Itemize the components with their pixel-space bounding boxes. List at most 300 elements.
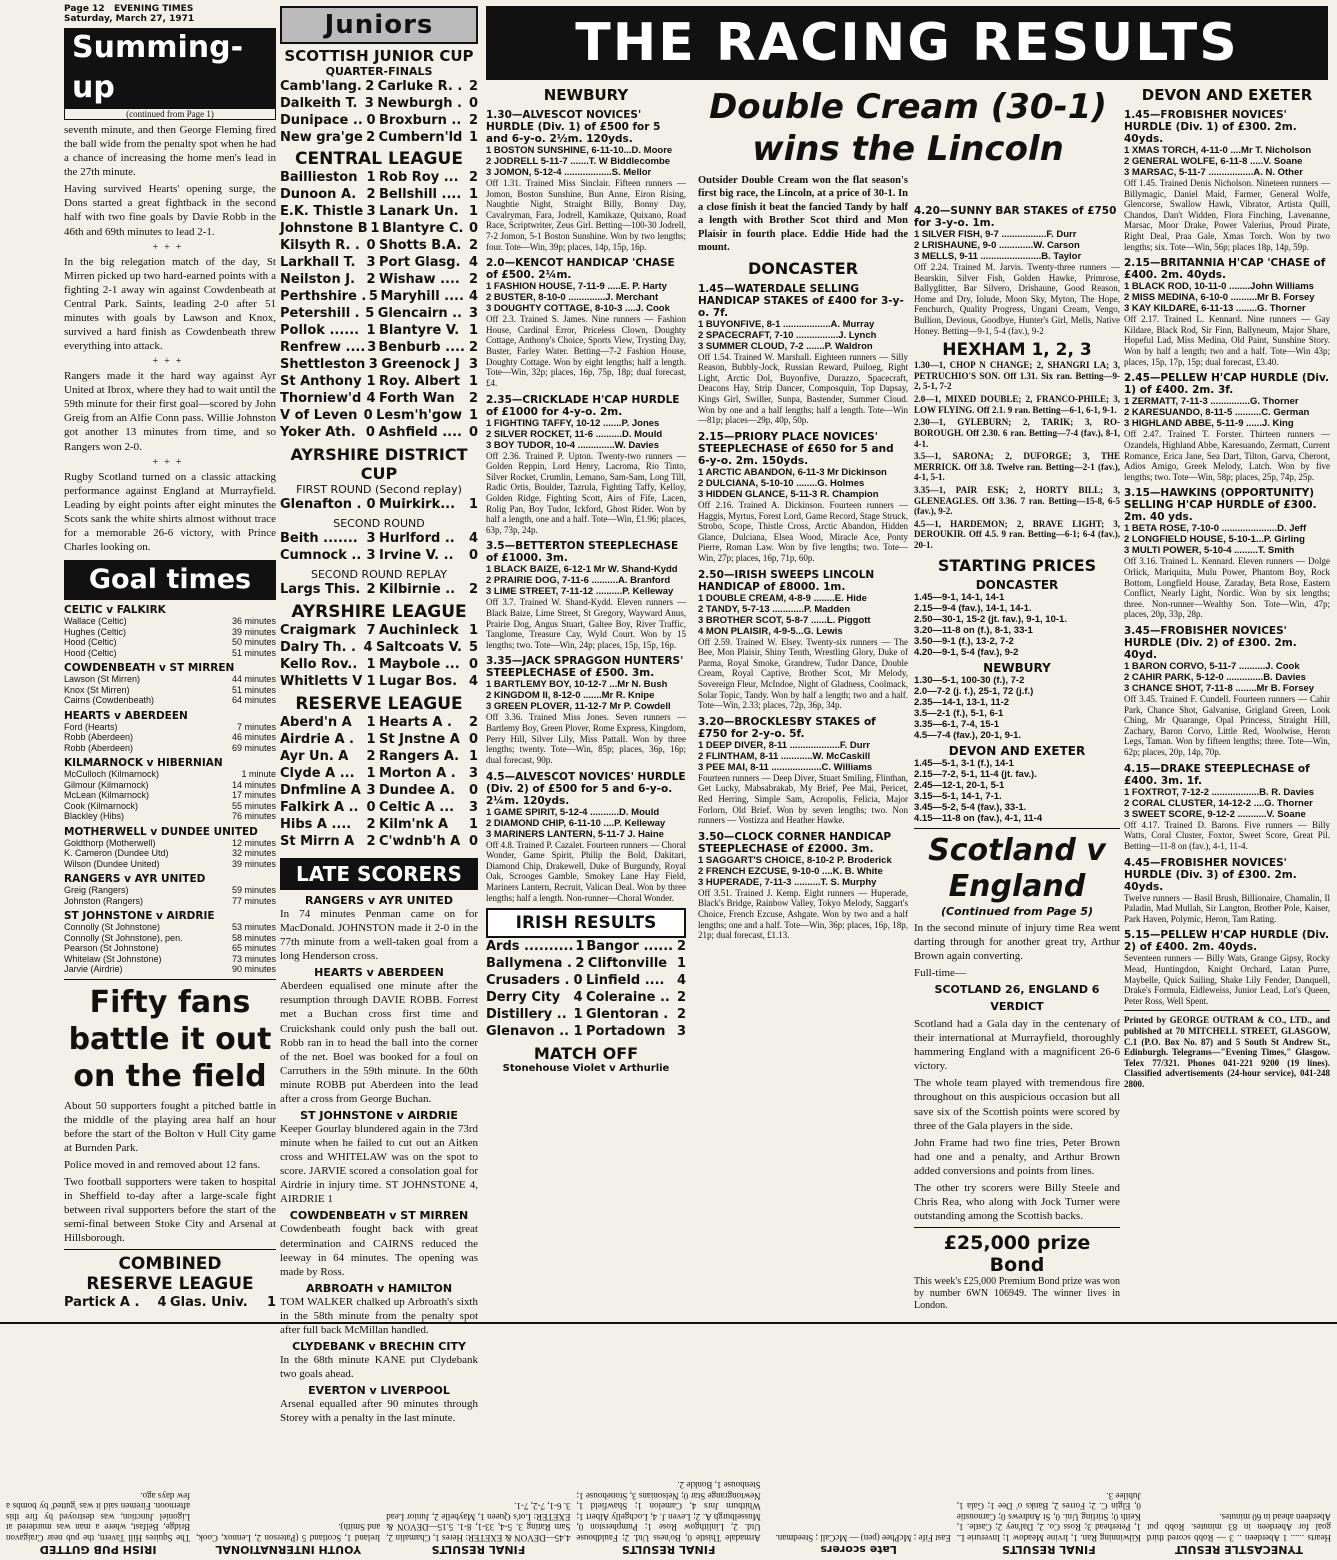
summing-para: Rugby Scotland turned on a classic attacking performance against England at Murrayfield. Leading by eight points after eight minutes the Scots sank the white shirts almost without trace for a memorable 26-6 victory, with Prince Charles looking on. — [64, 470, 276, 554]
race-placing: 3 HIGHLAND ABBE, 5-11-9 ......J. King — [1124, 418, 1294, 430]
score-row — [280, 254, 478, 271]
scorer: McLean (Kilmarnock) — [64, 790, 150, 801]
race-placing: 2 DULCIANA, 5-10-10 ........G. Holmes — [698, 477, 865, 489]
race-placing: 1 ZERMATT, 7-11-3 ...............G. Thorner — [1124, 396, 1299, 408]
goal-row — [64, 838, 276, 849]
score: 3 — [364, 96, 374, 111]
goal-row — [64, 674, 276, 685]
divider — [64, 979, 276, 980]
team: Whitletts V — [280, 674, 363, 689]
team: Maryhill .... — [380, 289, 464, 304]
score: 1 — [370, 221, 380, 236]
score: 4 — [468, 289, 478, 304]
team: Forth Wan — [379, 391, 455, 406]
score-row — [280, 373, 478, 390]
race-heading: 4.15—DRAKE STEEPLECHASE of £400. 3m. 1f. — [1124, 762, 1310, 787]
score: 2 — [468, 113, 478, 128]
team: St Mirrn A — [280, 834, 355, 849]
late-match-heading: ST JOHNSTONE v AIRDRIE — [300, 1109, 458, 1123]
separator: +++ — [152, 241, 188, 253]
goal-row — [64, 732, 276, 743]
issue-date: Saturday, March 27, 1971 — [64, 14, 195, 24]
team: Lugar Bos. — [379, 674, 458, 689]
paper-name: EVENING TIMES — [114, 4, 194, 14]
juniors-heading: Juniors — [280, 6, 478, 44]
combined-reserve-heading: COMBINED RESERVE LEAGUE — [86, 1254, 254, 1295]
score-row — [280, 639, 478, 656]
minute: 36 minutes — [231, 616, 276, 627]
score-row — [280, 78, 478, 95]
team: Ballymena . — [486, 956, 572, 972]
score-row — [280, 305, 478, 322]
scorer: McCulloch (Kilmarnock) — [64, 769, 160, 780]
team: Newburgh . — [377, 96, 462, 111]
minute: 65 minutes — [231, 943, 276, 954]
race-heading: 3.35—JACK SPRAGGON HUNTERS' STEEPLECHASE of £500. 3m. — [486, 655, 684, 680]
reserve-league-heading: RESERVE LEAGUE — [295, 694, 463, 714]
team: Clyde A ... — [280, 766, 355, 781]
team: Craigmark — [280, 623, 356, 638]
race-placing: 3 GREEN PLOVER, 11-12-7 Mr P. Cowdell — [486, 701, 671, 713]
team: Petershill . — [280, 306, 360, 321]
team: St Anthony — [280, 374, 362, 389]
sp-row: 2.35—14-1, 13-1, 11-2 — [914, 696, 1010, 708]
race-list — [486, 109, 686, 903]
summing-para: Rangers made it the hard way against Ayr United at Ibrox, where they had to wait until the 59th minute for their first goal—scored by John Greig from an Alfie Conn pass. Willie Johnston got another 13 minutes from time, and so Rangers won 2-0. — [64, 370, 276, 453]
score-row — [280, 322, 478, 339]
summing-continued: (continued from Page 1) — [64, 108, 276, 120]
stop-press-heading: TYNECASTLE RESULT — [1174, 1543, 1303, 1556]
score: 0 — [468, 783, 478, 798]
scorer: Jarvie (Airdrie) — [64, 964, 123, 975]
racing-banner: THE RACING RESULTS — [486, 6, 1328, 80]
team: Broxburn .. — [379, 113, 462, 128]
scorer: Connolly (St Johnstone) — [64, 922, 161, 933]
imprint: Printed by GEORGE OUTRAM & CO., LTD., and published at 70 MITCHELL STREET, GLASGOW, C.1 (P.O. Box No. 87) and 5 South St Andrew St., Edinburgh. Telegrams—"Evening Times," Glasgow. Telex 77/321. Phones 041-221 9200 (19 lines). Classified advertisements (24-hour service), 041-248 2800. — [1124, 1015, 1330, 1090]
goal-row — [64, 780, 276, 791]
team: Dalry Th. . — [280, 640, 356, 655]
starting-prices-list — [914, 578, 1120, 824]
score: 2 — [468, 272, 478, 287]
team: New gra'ge — [280, 130, 363, 145]
team: Auchinleck — [379, 623, 459, 638]
race-placing: 1 FOXTROT, 7-12-2 ..................B. R. Davies — [1124, 786, 1315, 798]
score: 2 — [676, 990, 686, 1006]
hexham-result: 3.35—1, PAIR ESK; 2, HORTY BILL; 3, GLENEAGLES. Off 3.36. 7 ran. Betting—15-8, 6-5 (fav.), 9-2. — [914, 484, 1120, 517]
race-heading: 1.45—FROBISHER NOVICES' HURDLE (Div. 1) of £300. 2m. 40yds. — [1124, 109, 1297, 145]
sp-meeting-heading: NEWBURY — [983, 660, 1051, 675]
team: Morton A . — [379, 766, 456, 781]
stop-press-heading: FINAL RESULTS — [1001, 1543, 1096, 1556]
score: 0 — [366, 113, 376, 128]
team: Distillery .. — [486, 1007, 567, 1023]
scorer: Goldthorp (Motherwell) — [64, 837, 156, 848]
score-row — [280, 816, 478, 833]
fifty-fans-para: About 50 supporters fought a pitched battle in the middle of the playing area half an hour before the start of the Bolton v Hull City game at Burnden Park. — [64, 1099, 276, 1154]
stop-press-item — [196, 1328, 380, 1556]
fifty-fans-para: Police moved in and removed about 12 fans. — [64, 1158, 261, 1171]
sp-row: 3.45—5-2, 5-4 (fav.), 33-1. — [914, 801, 1027, 813]
score: 1 — [366, 732, 376, 747]
minute: 17 minutes — [231, 790, 276, 801]
race-placing: 1 BLACK ROD, 10-11-0 ........John Williams — [1124, 281, 1314, 293]
race-placing: 1 BOSTON SUNSHINE, 6-11-10...D. Moore — [486, 145, 673, 156]
separator: +++ — [152, 356, 188, 368]
score: 0 — [468, 732, 478, 747]
score-row — [486, 989, 686, 1006]
race-details: Off 4.17. Trained D. Barons. Five runners — Billy Watts, Coral Cluster, Foxtor, Sweet Score, Great Pil. Betting—11-8 on (fav.), 4-1, 11-4. — [1124, 819, 1330, 851]
team: Linfield .... — [586, 973, 665, 989]
minute: 51 minutes — [231, 647, 276, 658]
score-row: Partick A . 4 Glas. Univ. 1 — [64, 1295, 276, 1311]
score: 0 — [468, 834, 478, 849]
ayrshire-league-heading: AYRSHIRE LEAGUE — [291, 602, 467, 622]
race-details: Off 2.59. Trained W. Elsey. Twenty-six runners — The Bee, Mon Plaisir, Shiny Tenth, Wrestling Glory, Duke of Parma, Royal Smoke, Grandrew, Tudor Dance, Double Cream, Royal Captive, Brother Scot, Mr Melody, Sovereign Fleur, McIndoe, Night of Gladness, Coolmack, Solar Topic, Tandy. Won by half a length; two and a half. Tote—Win, 2.33; places, 72p, 36p, 34p. — [698, 636, 908, 711]
hexham-result: 3.5—1, SARONA; 2, DUFORGE; 3, THE MERRICK. Off 3.8. Twelve ran. Betting—2-1 (fav.), 4-1, 5-1. — [914, 451, 1120, 483]
score: 1 — [468, 623, 478, 638]
score: 1 — [366, 170, 376, 185]
sp-row: 4.15—11-8 on (fav.), 4-1, 11-4 — [914, 812, 1043, 824]
team: Cumbern'ld — [378, 130, 463, 145]
hexham-result: 2.30—1, GYLEBURN; 2, TARIK; 3, RO-BOROUGH. Off 2.30. 6 ran. Betting—7-4 (fav.), 8-1, 4-1. — [914, 417, 1120, 449]
score: 2 — [676, 939, 686, 955]
goal-row — [64, 943, 276, 954]
team: Pollok ...... — [280, 323, 360, 338]
score-row — [280, 390, 478, 407]
team: Glentoran . — [586, 1007, 669, 1023]
score: 4 — [468, 674, 478, 689]
goal-times-list — [64, 604, 276, 975]
race-placing: 1 DOUBLE CREAM, 4-8-9 ........E. Hide — [698, 592, 867, 604]
minute: 32 minutes — [231, 848, 276, 859]
minute: 55 minutes — [231, 800, 276, 811]
goal-match-heading: KILMARNOCK v HIBERNIAN — [64, 757, 223, 770]
scorer: Whitelaw (St Johnstone) — [64, 953, 162, 964]
ayrshire-cup-heading: AYRSHIRE DISTRICT CUP — [290, 445, 468, 483]
race-details: Off 2.47. Trained T. Forster. Thirteen runners — Ozandels, Highland Abbe, Karesuando, Zermatt, Current Romance, Erica Jane, Sea Dart, Tilton, Garva, Cheroot, Adios Amigo, Greek Melody, Latch. Won by five lengths; two. Tote—Win, 58p; places, 25p, 74p, 25p. — [1124, 429, 1330, 482]
score: 4 — [468, 255, 478, 270]
scorer: Robb (Aberdeen) — [64, 742, 134, 753]
score-list — [280, 496, 478, 513]
score: 0 — [366, 497, 376, 512]
late-scorer-text: Keeper Gourlay blundered again in the 73rd minute when he failed to cut out an Aitken cross and WHITELAW was on the spot to score. JARVIE scored a consolation goal for Airdrie in injury time. ST JOHNSTONE 4, AIRDRIE 1 — [280, 1123, 478, 1206]
race-placing: 3 CHANCE SHOT, 7-11-8 ........Mr B. Forsey — [1124, 683, 1315, 695]
score-row — [280, 203, 478, 220]
prize-bond-heading: £25,000 prize Bond — [943, 1232, 1091, 1277]
match-off-text: Stonehouse Violet v Arthurlie — [502, 1063, 670, 1075]
score: 2 — [366, 749, 376, 764]
race-placing: 1 DEEP DIVER, 8-11 ...................F. Durr — [698, 739, 870, 751]
goal-row — [64, 722, 276, 733]
score-row — [280, 765, 478, 782]
scorer: Cook (Kilmarnock) — [64, 800, 139, 811]
race-placing: 1 SAGGART'S CHOICE, 8-10-2 P. Broderick — [698, 854, 892, 866]
round-label: FIRST ROUND (Second replay) — [296, 483, 462, 496]
scorer: Wallace (Celtic) — [64, 616, 127, 627]
minute: 14 minutes — [231, 779, 276, 790]
race-placing: 1 BETA ROSE, 7-10-0 .....................D. Jeff — [1124, 523, 1307, 535]
score: 3 — [468, 800, 478, 815]
score-row — [280, 237, 478, 254]
summing-para: In the big relegation match of the day, St Mirren picked up two hard-earned points with a fighting 2-1 away win against Cowdenbeath at Central Park. Saints, leading 2-0 after 51 minutes with goals by Lawson and Knox, survived a hard finish as Cowdenbeath threw everything into attack. — [64, 255, 276, 353]
team: Port Glasg. — [379, 255, 461, 270]
team: Shettleston — [280, 357, 366, 372]
team: Muirkirk... — [379, 497, 456, 512]
sp-row: 4.20—9-1, 5-4 (fav.), 9-2 — [914, 646, 1019, 658]
race-placing: 2 KARESUANDO, 8-11-5 ..........C. German — [1124, 407, 1310, 419]
score-list — [280, 714, 478, 850]
score-row — [280, 220, 478, 237]
race-details: Fourteen runners — Deep Diver, Stuart Smiling, Flinthan, Get Lucky, Mabsabrakab, My Brief, Pee Mai, Pericet, Red Herring, Simple Sam, Acropolis, Felicia, Major Forlorn, Old Brief. Won by seven lengths; two. Non runners — Vostizza and Heather Hawke. — [698, 772, 908, 826]
team: Saltcoats V. — [375, 640, 462, 655]
goal-match-heading: COWDENBEATH v ST MIRREN — [64, 662, 235, 675]
hexham-result: 1.30—1, CHOP N CHANGE; 2, SHANGRI LA; 3, PETRUCHIO'S SON. Off 1.31. Six ran. Betting—9-2, 5-1, 7-2 — [914, 360, 1120, 392]
score-row — [280, 339, 478, 356]
score-row — [280, 799, 478, 816]
fifty-fans-heading: Fifty fans battle it out on the field — [68, 984, 272, 1094]
team: Roy. Albert — [379, 374, 460, 389]
race-details: Off 3.7. Trained W. Shand-Kydd. Eleven runners — Black Baize, Lime Street, St Gregory, Wayward Anus, Prairie Dog, Angus Stuart, Galtee Boy, River Traffic, Tanglome, Treasure Cay, Wyld Court. Won by 15 lengths; two. Tote—Win, 24p; places, 15p, 15p, 16p. — [486, 597, 686, 650]
team: Camb'lang. — [280, 79, 362, 94]
minute: 64 minutes — [231, 695, 276, 706]
team: Thorniew'd — [280, 391, 362, 406]
score: 2 — [468, 170, 478, 185]
late-match-heading: ARBROATH v HAMILTON — [305, 1281, 453, 1295]
race-placing: 3 MULTI POWER, 5-10-4 .........T. Smith — [1124, 545, 1295, 557]
team: Glencairn .. — [377, 306, 462, 321]
race-placing: 3 LIME STREET, 7-11-12 ..........P. Kelleway — [486, 586, 674, 598]
score: 1 — [366, 674, 376, 689]
prize-bond-text: This week's £25,000 Premium Bond prize was won by number 6WN 106949. The winner lives in London. — [914, 1276, 1120, 1311]
minute: 59 minutes — [231, 885, 276, 896]
score: 1 — [575, 939, 585, 955]
score: 1 — [468, 204, 478, 219]
scotland-para: John Frame had two fine tries, Peter Brown had one and a penalty, and Arthur Brown added conversions and points from lines. — [914, 1136, 1120, 1177]
team: Lesm'h'gow — [376, 408, 462, 423]
race-list — [1124, 109, 1330, 1006]
goal-row — [64, 790, 276, 801]
team: Yoker Ath. — [280, 425, 356, 440]
goal-row — [64, 769, 276, 780]
hexham-heading: HEXHAM 1, 2, 3 — [942, 340, 1092, 361]
race-details: Off 1.45. Trained Denis Nicholson. Nineteen runners — Billymagic, Daniel Maid, Farmer, General Wolfe, Glencorse, Swallow Hawk, Vibrator, Artista Quill, Chandos, Dan't Widden, Flora Finching, Lavenanne, Marsac, Moor Drake, Power Valerius, Proud Pirate, Right Deal, Praa Gale, Xmas Torch. Won by two lengths; six. Tote—Win, 56p; places 18p, 14p, 59p. — [1124, 178, 1330, 252]
race-placing: 2 SPACECRAFT, 7-10 ................J. Lynch — [698, 329, 877, 341]
team: Greenock J — [381, 357, 460, 372]
score: 1 — [468, 497, 478, 512]
junior-cup-stage: QUARTER-FINALS — [325, 65, 433, 78]
score: 2 — [366, 130, 376, 145]
sp-row: 4.5—7-4 (fav.), 20-1, 9-1. — [914, 729, 1022, 741]
stop-press-item — [1147, 1328, 1331, 1556]
scotland-para: VERDICT — [990, 1000, 1044, 1014]
race-placing: 1 FIGHTING TAFFY, 10-12 .......P. Jones — [486, 417, 660, 429]
race-heading: 3.5—BETTERTON STEEPLECHASE of £1000. 3m. — [486, 540, 679, 565]
team: C'wdnb'h A — [379, 834, 461, 849]
race-heading: 4.45—FROBISHER NOVICES' HURDLE (Div. 3) of £300. 2m. 40yds. — [1124, 856, 1297, 893]
goal-match-heading: CELTIC v FALKIRK — [64, 604, 166, 617]
score-row — [486, 1023, 686, 1040]
score: 5 — [365, 306, 375, 321]
score: 2 — [468, 715, 478, 730]
scorer: Lawson (St Mirren) — [64, 674, 141, 685]
score: 2 — [468, 238, 478, 253]
team: Renfrew .... — [280, 340, 366, 355]
score: 0 — [468, 425, 478, 440]
hexham-list — [914, 360, 1120, 550]
newbury-heading: NEWBURY — [543, 86, 629, 104]
team: Derry City — [486, 990, 561, 1006]
score-row — [280, 731, 478, 748]
score: 0 — [468, 96, 478, 111]
page-number: Page 12 — [64, 4, 105, 14]
team: Rob Roy ... — [379, 170, 459, 185]
goal-row — [64, 743, 276, 754]
team: Beith ....... — [280, 531, 358, 546]
score: 2 — [468, 340, 478, 355]
scotland-para: SCOTLAND 26, ENGLAND 6 — [934, 982, 1100, 996]
race-details: Off 1.54. Trained W. Marshall. Eighteen runners — Silly Reason, Bubbly-Jock, Russian Reward, Puiloeg, Right Light, Arctic Dol, Buyonfive, Durazzo, Spacecraft, Deacons Hay, Strip Dancer, Composquin, Top Dapsay, Kings Girl, Swiller, Sunpa, Bastender, Summer Cloud. Won by one and a half lengths; half a length. Tote—Win—81p; places—29p, 40p, 50p. — [698, 351, 908, 426]
score: 4 — [363, 640, 373, 655]
team: Neilston J. — [280, 272, 356, 287]
score: 0 — [363, 408, 373, 423]
score-row — [280, 656, 478, 673]
score-row — [280, 288, 478, 305]
score: 7 — [366, 623, 376, 638]
team: Dunipace .. — [280, 113, 363, 128]
team: Irvine V. .. — [379, 548, 454, 563]
summing-up-heading: Summing-up — [64, 28, 276, 108]
score: 2 — [366, 272, 376, 287]
team: Baillieston — [280, 170, 358, 185]
race-heading: 2.0—KENCOT HANDICAP 'CHASE of £500. 2¼m. — [486, 257, 675, 282]
score: 1 — [468, 323, 478, 338]
stop-press-item — [576, 1328, 760, 1556]
stop-press-strip — [0, 1322, 1337, 1560]
lincoln-text: Outsider Double Cream won the flat season's first big race, the Lincoln, at a price of 30-1. In a close finish it beat the fancied Tandy by half a length with Brother Scot third and Mon Plaisir in fourth place. Eddie Hide had the mount. — [698, 175, 908, 254]
minute: 39 minutes — [231, 626, 276, 637]
team: Hurlford .. — [379, 531, 455, 546]
devon-heading: DEVON AND EXETER — [1141, 86, 1313, 104]
score-list — [280, 622, 478, 690]
round-label: SECOND ROUND REPLAY — [310, 568, 447, 581]
team: Largs This. — [280, 582, 361, 597]
race-placing: 2 TANDY, 5-7-13 ............P. Madden — [698, 603, 851, 615]
score-row — [280, 833, 478, 850]
race-placing: 2 DIAMOND CHIP, 6-11-10 ....P. Kelleway — [486, 817, 666, 829]
race-placing: 2 JODRELL 5-11-7 .......T. W Biddlecombe — [486, 156, 671, 167]
score-row — [280, 547, 478, 564]
minute: 53 minutes — [231, 922, 276, 933]
score-row — [280, 407, 478, 424]
late-scorer-text: In 74 minutes Penman came on for MacDonald. JOHNSTON made it 2-0 in the 77th minute from a well-taken goal from a long Henderson cross. — [280, 908, 478, 963]
race-placing: 4 MON PLAISIR, 4-9-5...G. Lewis — [698, 625, 843, 637]
stop-press-heading: FINAL RESULTS — [621, 1543, 716, 1556]
score: 0 — [468, 657, 478, 672]
scotland-para: Scotland had a Gala day in the centenary of their international at Murrayfield, thoroughly hammering England with a magnificent 26-6 victory. — [914, 1018, 1120, 1073]
race-heading: 5.15—PELLEW H'CAP HURDLE (Div. 2) of £400. 2m. 40yds. — [1124, 929, 1329, 954]
score-row — [280, 95, 478, 112]
score-row — [280, 622, 478, 639]
race-heading: 3.15—HAWKINS (OPPORTUNITY) SELLING H'CAP HURDLE of £300. 2m. 40 yds. — [1124, 487, 1317, 524]
score: 2 — [575, 956, 585, 972]
score-row — [280, 186, 478, 203]
hexham-result: 4.5—1, HARDEMON; 2, BRAVE LIGHT; 3, DEROUKIR. Off 4.5. 9 ran. Betting—6-1; 6-4 (fav.), 20-1. — [914, 518, 1120, 551]
team: Kilm'nk A — [379, 817, 448, 832]
race-placing: 2 LRISHAUNE, 9-0 .............W. Carson — [914, 240, 1080, 251]
late-match-heading: RANGERS v AYR UNITED — [304, 894, 454, 907]
score: 3 — [366, 783, 376, 798]
sp-row: 3.5—2-1 (f.), 5-1, 6-1 — [914, 707, 1004, 719]
team: Dunoon A. — [280, 187, 357, 202]
stop-press-heading: IRISH PUB GUTTED — [39, 1543, 157, 1556]
score: 1 — [468, 187, 478, 202]
race-placing: 2 BUSTER, 8-10-0 ..............J. Merchant — [486, 292, 659, 304]
stop-press-heading: FINAL RESULTS — [431, 1543, 526, 1556]
late-scorer-text: Aberdeen equalised one minute after the resumption through DAVIE ROBB. Forrest met a Buchan cross first time and Cruickshank could only push the ball out. Robb ran in to head the ball into the corner of the net. Boel was booked for a foul on Carruthers in the 59th minute. In the 60th minute ROBB put Aberdeen into the lead after a cross from George Buchan. — [280, 980, 478, 1105]
score: 0 — [366, 238, 376, 253]
central-league-heading: CENTRAL LEAGUE — [295, 149, 463, 169]
goal-row — [64, 922, 276, 933]
race-details: Off 1.31. Trained Miss Sinclair. Fifteen runners — Jomon, Boston Sunshine, Bun Anne, Eiron Rising, Naughtie Night, Straight Billy, Bonny Day, Cavalryman, Fara, Jodrell, Kamikaze, Quixano, Road Race, Scriptwriter, Zeus Girl. Betting—100-30 Jodrell, 7-2 Jomon, 5-1 Boston Sunshine. Won by two lengths; four. Tote—Win, 39p; places, 14p, 15p, 16p. — [486, 178, 686, 252]
minute: 69 minutes — [231, 742, 276, 753]
team: Portadown — [586, 1024, 666, 1040]
score-row — [280, 673, 478, 690]
team: Blantyre V. — [379, 323, 460, 338]
score-row — [280, 112, 478, 129]
stop-press-text: East Fife ; McPhee (pen) — McCall ; Steedman. — [775, 1533, 951, 1543]
team: Aberd'n A — [280, 715, 352, 730]
race-details: Off 2.3. Trained S. James. Nine runners — Fashion House, Cardinal Error, Priceless Clown, Doughty Cottage, Anthony's Choice, Sports View, Trysting Day, Buster, Farley Water. Betting—7-2 Fashion House, Doughty Cottage. Won by eight lengths; half a length. Tote—Win, 32p; places, 16p, 75p, 18p; dual forecast, £4. — [486, 314, 686, 388]
goal-row — [64, 811, 276, 822]
minute: 39 minutes — [231, 858, 276, 869]
score: 2 — [468, 391, 478, 406]
race-list — [698, 283, 908, 941]
divider — [1124, 1010, 1330, 1011]
divider — [64, 1249, 276, 1250]
summing-para: seventh minute, and then George Fleming fired the ball wide from the penalty spot when he had a chance of increasing the home men's lead in the 27th minute. — [64, 124, 276, 179]
scorer: Robb (Aberdeen) — [64, 732, 134, 743]
minute: 50 minutes — [231, 637, 276, 648]
score: 3 — [676, 1024, 686, 1040]
team: Dalkeith T. — [280, 96, 358, 111]
scorer: Ford (Hearts) — [64, 721, 118, 732]
score: 2 — [366, 582, 376, 597]
doncaster-heading: DONCASTER — [747, 258, 859, 278]
starting-prices-heading: STARTING PRICES — [937, 555, 1097, 575]
score-row — [280, 748, 478, 765]
team: Kilsyth R. . — [280, 238, 360, 253]
team: Hearts A . — [379, 715, 452, 730]
score: 3 — [366, 255, 376, 270]
team: Carluke R. . — [377, 79, 463, 94]
minute: 12 minutes — [231, 837, 276, 848]
score-row — [280, 782, 478, 799]
race-heading: 4.20—SUNNY BAR STAKES of £750 for 3-y-o. 1m. — [914, 205, 1117, 229]
race-placing: 3 PEE MAI, 8-11 ...................C. Williams — [698, 761, 873, 773]
sp-meeting-heading: DONCASTER — [975, 577, 1059, 592]
goal-match-heading: MOTHERWELL v DUNDEE UNITED — [64, 825, 258, 838]
goal-match-heading: HEARTS v ABERDEEN — [64, 709, 188, 722]
goal-row — [64, 964, 276, 975]
minute: 73 minutes — [231, 953, 276, 964]
score-row — [486, 955, 686, 972]
minute: 76 minutes — [231, 811, 276, 822]
hexham-column — [914, 200, 1120, 1318]
team: Rangers A. — [379, 749, 460, 764]
goal-times-heading: Goal times — [64, 560, 276, 600]
late-scorer-text: In the 68th minute KANE put Clydebank two goals ahead. — [280, 1354, 478, 1381]
fifty-fans-para: Two football supporters were taken to hospital in Sheffield to-day after a large-scale fight between rival supporters before the start of the semi-final between Stoke City and Arsenal at Hillsborough. — [64, 1176, 276, 1245]
